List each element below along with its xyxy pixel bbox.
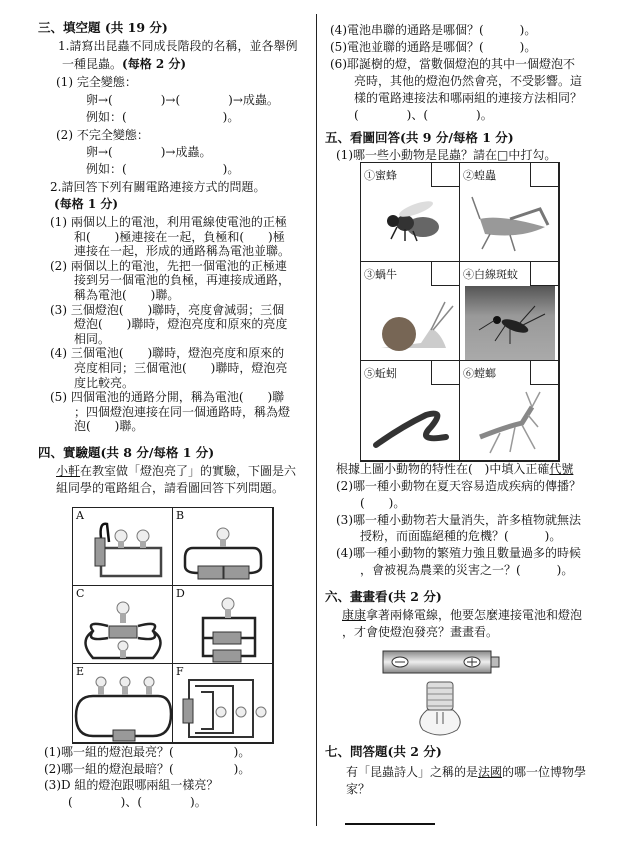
circuit-label: C <box>76 587 85 600</box>
question-line: (3) 三個燈泡( )聯時，亮度會減弱；三個 <box>50 302 285 317</box>
question-line: ，會被視為農業的災害之一？( )。 <box>336 563 574 577</box>
score-note: (每格 1 分) <box>54 197 119 211</box>
circuit-label: B <box>176 509 185 522</box>
sub-question: (2) 不完全變態： <box>56 128 149 142</box>
question-line: 和( )極連接在一起，負極和( )極 <box>50 229 285 244</box>
question-line: (3)哪一種小動物若大量消失，許多植物就無法 <box>336 512 581 527</box>
question-line: (2)哪一種小動物在夏天容易造成疾病的傳播？ <box>336 479 581 493</box>
animal-label: ②蝗蟲 <box>463 169 496 182</box>
question-line: (4) 三個電池( )聯時，燈泡亮度和原來的 <box>50 346 285 361</box>
question-text: ，才會使燈泡發亮？畫畫看。 <box>342 625 499 639</box>
question-line: (1) 兩個以上的電池，利用電線使電池的正極 <box>50 215 287 229</box>
answer-blank-line[interactable]: 卵→( )→( )→成蟲。 <box>86 93 279 107</box>
animal-label: ④白線斑蚊 <box>463 268 518 281</box>
answer-line[interactable] <box>345 823 435 825</box>
three-series-bulbs-circuit-illustration <box>73 664 173 743</box>
question-line: (3)D 組的燈泡跟哪兩組一樣亮？ <box>44 778 219 792</box>
answer-blank-line[interactable]: 例如：( )。 <box>86 110 240 124</box>
question-line: (6)耶誕樹的燈，當數個燈泡的其中一個燈泡不 <box>330 57 575 71</box>
animal-cell-earthworm <box>360 360 460 461</box>
checkbox[interactable] <box>530 262 558 286</box>
question-line: ( )。 <box>336 495 406 510</box>
question-line: ；四個燈泡連接在同一個通路時，稱為燈 <box>50 404 291 419</box>
animal-label: ⑤蚯蚓 <box>364 367 397 380</box>
question-line: ( )、( )。 <box>330 108 493 122</box>
question-line: 授粉，而面臨絕種的危機？( )。 <box>336 529 562 544</box>
checkbox[interactable] <box>431 262 459 286</box>
question-line: 泡( )聯。 <box>50 419 144 434</box>
answer-blank-line[interactable]: 例如：( )。 <box>86 162 240 176</box>
question-line: 燈泡( )聯時，燈泡亮度和原來的亮度 <box>50 317 288 332</box>
checkbox[interactable] <box>431 163 459 187</box>
question-line: ( )、( )。 <box>44 794 207 809</box>
animal-label: ③蝸牛 <box>364 268 397 281</box>
question-line: 度比較亮。 <box>50 375 135 390</box>
question-text: 家？ <box>346 782 371 796</box>
question-line: (2)哪一組的燈泡最暗？( )。 <box>44 761 251 776</box>
section-title: 七、問答題(共 2 分) <box>325 744 442 759</box>
circuit-label: E <box>76 665 85 678</box>
intro-text: 組同學的電路組合，請看圖回答下列問題。 <box>56 481 285 495</box>
question-line: 亮時，其他的燈泡仍然會亮，不受影響。這 <box>330 74 583 88</box>
intro-text: 小軒在教室做「燈泡亮了」的實驗，下圖是六 <box>56 464 297 478</box>
section-title: 六、畫畫看(共 2 分) <box>325 589 442 604</box>
light-bulb-icon <box>415 680 465 738</box>
section-title: 四、實驗題(共 8 分/每格 1 分) <box>38 445 215 460</box>
series-batteries-circuit-illustration <box>173 508 273 586</box>
series-circuit-illustration <box>73 508 173 586</box>
animal-cell-mantis <box>459 360 559 461</box>
question-line: 樣的電路連接法和哪兩組的連接方法相同？ <box>330 91 583 105</box>
sub-question: (1) 完全變態： <box>56 75 137 89</box>
circuit-d <box>172 585 273 664</box>
circuit-a <box>72 507 173 586</box>
earthworm-image <box>361 387 460 461</box>
instruction-text: 根據上圖小動物的特性在( )中填入正確代號 <box>336 462 574 476</box>
parallel-batteries-circuit-illustration <box>173 586 273 664</box>
question-line: 接到另一個電池的負極，再連接成通路， <box>50 273 291 288</box>
animal-cell-bee <box>360 162 460 262</box>
column-divider <box>316 14 317 826</box>
mantis-image <box>460 387 559 461</box>
checkbox[interactable] <box>530 361 558 385</box>
question-text: 2.請回答下列有關電路連接方式的問題。 <box>50 180 266 194</box>
question-text: 1.請寫出昆蟲不同成長階段的名稱，並各舉例 <box>58 39 298 53</box>
question-line: 亮度相同；三個電池( )聯時，燈泡亮 <box>50 361 288 375</box>
question-line: (5)電池並聯的通路是哪個？( )。 <box>330 40 537 54</box>
circuit-label: A <box>76 509 84 522</box>
answer-blank-line[interactable]: 卵→( )→成蟲。 <box>86 145 212 159</box>
question-text: 有「昆蟲詩人」之稱的是法國的哪一位博物學 <box>346 765 587 779</box>
question-line: (4)哪一種小動物的繁殖力強且數量過多的時候 <box>336 546 581 561</box>
locust-image <box>460 189 559 262</box>
circuit-label: D <box>176 587 185 600</box>
question-text: 康康拿著兩條電線，他要怎麼連接電池和燈泡 <box>342 608 583 622</box>
section-title: 三、填空題 (共 19 分) <box>38 20 168 35</box>
battery-icon <box>382 648 502 676</box>
circuit-b <box>172 507 273 586</box>
animal-cell-snail <box>360 261 460 361</box>
question-line: (5) 四個電池的通路分開，稱為電池( )聯 <box>50 390 285 405</box>
circuit-c <box>72 585 173 664</box>
checkbox[interactable] <box>530 163 558 187</box>
question-line: (2) 兩個以上的電池，先把一個電池的正極連 <box>50 258 287 273</box>
question-line: 相同。 <box>50 331 111 346</box>
checkbox[interactable] <box>431 361 459 385</box>
question-text: 一種昆蟲。(每格 2 分) <box>62 57 187 71</box>
parallel-bulbs-circuit-illustration <box>73 586 173 664</box>
circuit-f <box>172 663 273 743</box>
animal-grid <box>360 162 560 462</box>
animal-cell-mosquito <box>459 261 559 361</box>
section-title: 五、看圖回答(共 9 分/每格 1 分) <box>325 130 514 145</box>
circuit-grid <box>72 507 274 744</box>
question-text: (1)哪一些小動物是昆蟲？請在□中打勾。 <box>336 148 557 162</box>
circuit-e <box>72 663 173 743</box>
question-line: 連接在一起，形成的通路稱為電池並聯。 <box>50 244 291 259</box>
circuit-label: F <box>176 665 184 678</box>
bee-image <box>361 189 460 262</box>
snail-image <box>361 288 460 361</box>
question-line: 稱為電池( )聯。 <box>50 288 180 302</box>
mosquito-image <box>465 286 555 361</box>
animal-cell-locust <box>459 162 559 262</box>
animal-label: ⑥螳螂 <box>463 367 496 380</box>
question-line: (4)電池串聯的通路是哪個？( )。 <box>330 23 537 37</box>
question-line: (1)哪一組的燈泡最亮？( )。 <box>44 745 251 759</box>
parallel-three-bulbs-circuit-illustration <box>173 664 273 743</box>
animal-label: ①蜜蜂 <box>364 169 397 182</box>
